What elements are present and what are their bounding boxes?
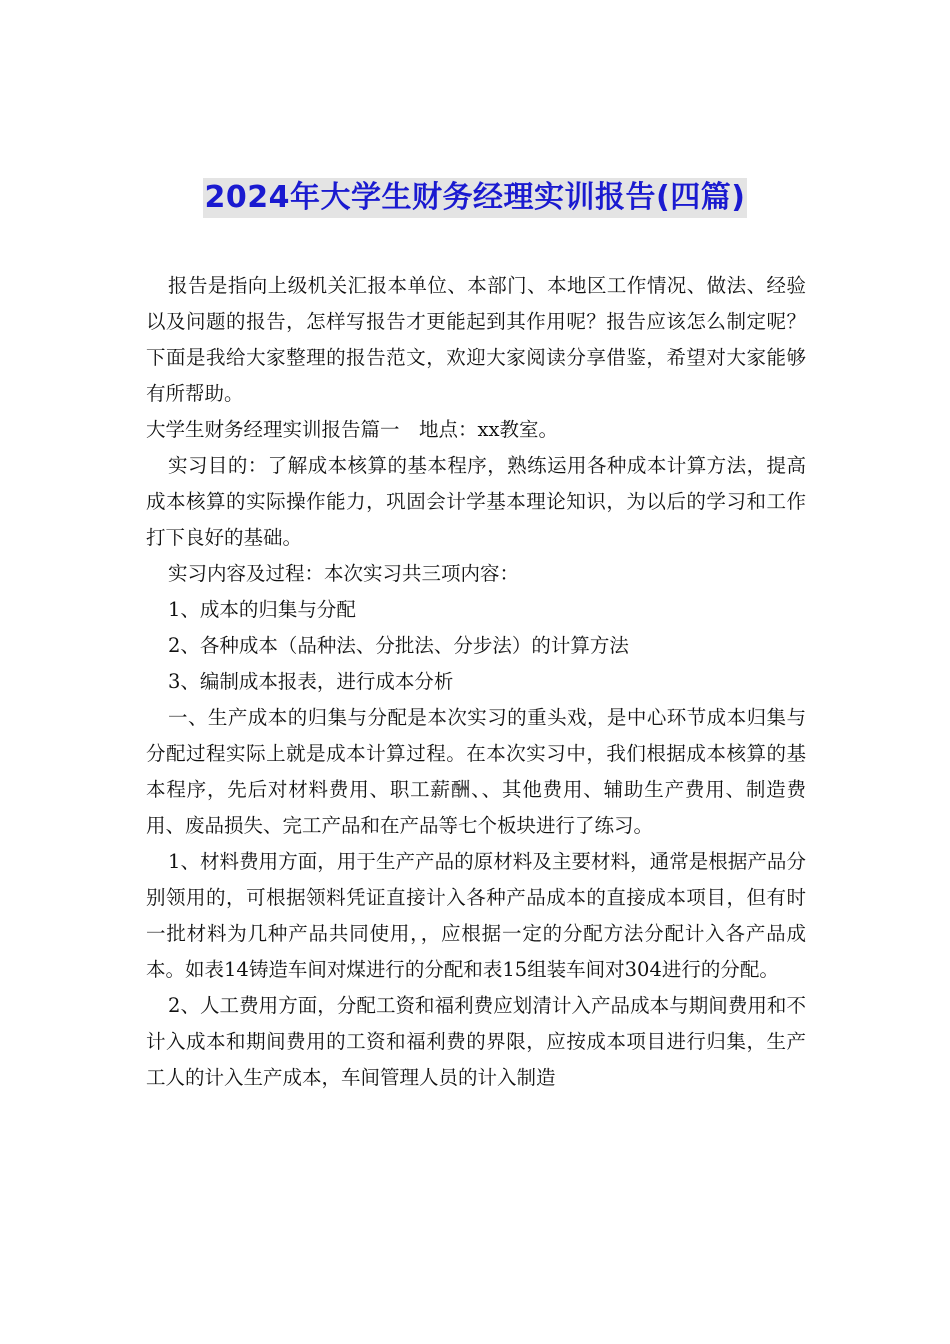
paragraph-purpose: 实习目的：了解成本核算的基本程序，熟练运用各种成本计算方法，提高成本核算的实际操作能力，巩固会计学基本理论知识，为以后的学习和工作打下良好的基础。 xyxy=(146,454,806,549)
list-item: 2、各种成本（品种法、分批法、分步法）的计算方法 xyxy=(168,634,629,657)
list-item: 1、成本的归集与分配 xyxy=(168,598,356,621)
paragraph-intro: 报告是指向上级机关汇报本单位、本部门、本地区工作情况、做法、经验以及问题的报告，怎样写报告才更能起到其作用呢？报告应该怎么制定呢？下面是我给大家整理的报告范文，欢迎大家阅读分享借鉴，希望对大家能够有所帮助。 xyxy=(146,274,806,405)
paragraph-content-intro: 实习内容及过程：本次实习共三项内容： xyxy=(168,562,520,585)
paragraph-section-heading: 大学生财务经理实训报告篇一 地点：xx教室。 xyxy=(146,418,558,441)
paragraph-material-cost: 1、材料费用方面，用于生产产品的原材料及主要材料，通常是根据产品分别领用的，可根据领料凭证直接计入各种产品成本的直接成本项目，但有时一批材料为几种产品共同使用，，应根据一定的分配方法分配计入各产品成本。如表14铸造车间对煤进行的分配和表15组装车间对304进行的分配。 xyxy=(146,850,806,981)
title-container xyxy=(0,178,950,218)
document-title: 2024年大学生财务经理实训报告(四篇) xyxy=(203,178,748,218)
document-body xyxy=(146,268,806,1096)
paragraph-part-one: 一、生产成本的归集与分配是本次实习的重头戏，是中心环节成本归集与分配过程实际上就是成本计算过程。在本次实习中，我们根据成本核算的基本程序，先后对材料费用、职工薪酬、、其他费用、辅助生产费用、制造费用、废品损失、完工产品和在产品等七个板块进行了练习。 xyxy=(146,706,806,837)
list-item: 3、编制成本报表，进行成本分析 xyxy=(168,670,454,693)
paragraph-labor-cost: 2、人工费用方面，分配工资和福利费应划清计入产品成本与期间费用和不计入成本和期间费用的工资和福利费的界限，应按成本项目进行归集，生产工人的计入生产成本，车间管理人员的计入制造 xyxy=(146,994,806,1089)
